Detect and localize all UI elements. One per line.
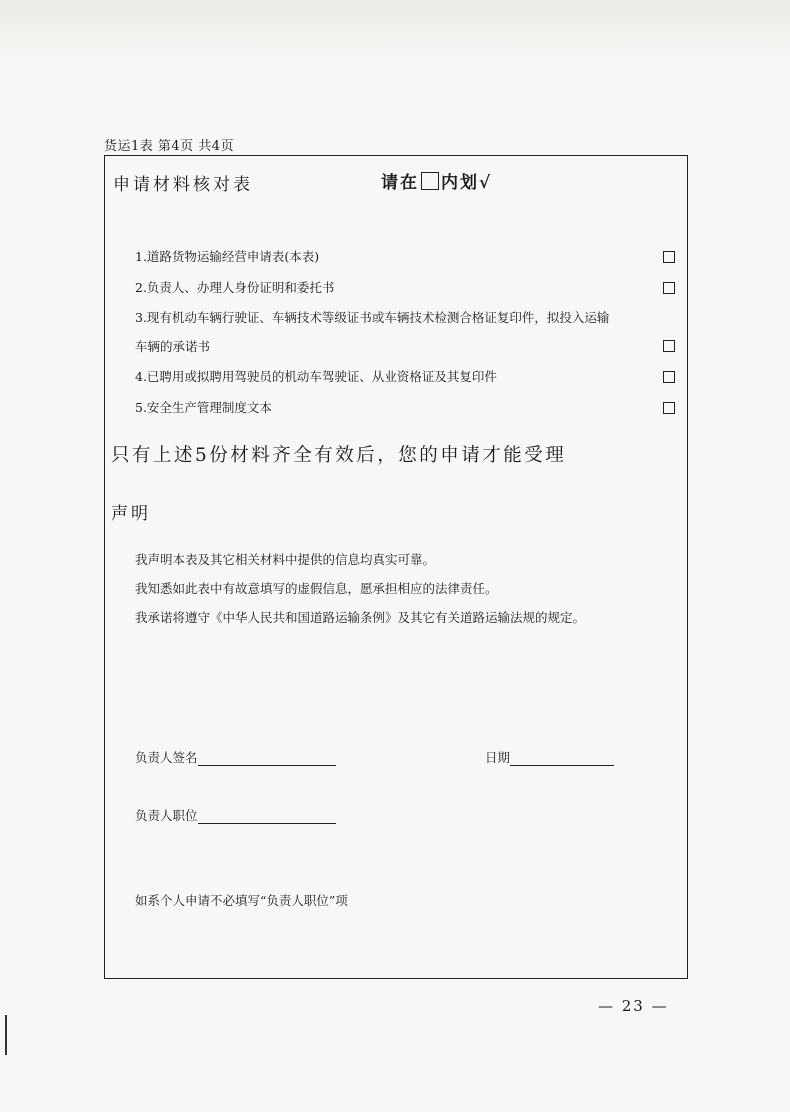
- scan-shadow: [0, 0, 790, 58]
- position-label: 负责人职位: [135, 808, 198, 823]
- form-title: 申请材料核对表: [113, 175, 253, 195]
- list-item: [135, 303, 675, 361]
- declaration-line: 我声明本表及其它相关材料中提供的信息均真实可靠。: [135, 552, 436, 567]
- signature-label: 负责人签名: [135, 750, 198, 765]
- signature-field: [135, 748, 336, 766]
- list-item: [135, 272, 675, 303]
- check-instruction: 请在 内划√: [381, 173, 493, 193]
- form-page-label: 货运1表 第4页 共4页: [104, 139, 235, 154]
- checklist-item-label-cont: 车辆的承诺书: [135, 339, 211, 354]
- position-field: [135, 806, 336, 824]
- completeness-notice: 只有上述5份材料齐全有效后，您的申请才能受理: [111, 445, 567, 466]
- checklist-item-label: 1.道路货物运输经营申请表(本表): [135, 249, 320, 264]
- checklist-checkbox[interactable]: [663, 282, 675, 294]
- declaration-text: [135, 545, 585, 632]
- checklist-form: [104, 155, 688, 979]
- list-item: [135, 361, 675, 392]
- date-label: 日期: [485, 750, 511, 765]
- checklist-item-label: 4.已聘用或拟聘用驾驶员的机动车驾驶证、从业资格证及其复印件: [135, 369, 497, 384]
- list-item: [135, 241, 675, 272]
- date-field: [485, 748, 614, 766]
- checkbox-sample-icon: [421, 172, 439, 190]
- date-input[interactable]: [510, 751, 614, 766]
- list-item: [135, 392, 675, 423]
- footnote: 如系个人申请不必填写“负责人职位”项: [135, 893, 348, 908]
- declaration-line: 我承诺将遵守《中华人民共和国道路运输条例》及其它有关道路运输法规的规定。: [135, 610, 586, 625]
- checklist-checkbox[interactable]: [663, 371, 675, 383]
- checklist-item-label: 3.现有机动车辆行驶证、车辆技术等级证书或车辆技术检测合格证复印件，拟投入运输: [135, 310, 610, 325]
- checklist-checkbox[interactable]: [663, 402, 675, 414]
- position-input[interactable]: [198, 809, 336, 824]
- checklist-checkbox[interactable]: [663, 340, 675, 352]
- checklist-item-label: 2.负责人、办理人身份证明和委托书: [135, 280, 335, 295]
- declaration-title: 声明: [111, 504, 151, 524]
- declaration-line: 我知悉如此表中有故意填写的虚假信息，愿承担相应的法律责任。: [135, 581, 498, 596]
- scan-edge-mark: [5, 1015, 7, 1055]
- page-number: — 23 —: [598, 997, 669, 1015]
- checklist-item-label: 5.安全生产管理制度文本: [135, 400, 272, 415]
- checklist-checkbox[interactable]: [663, 251, 675, 263]
- materials-checklist: [135, 241, 675, 423]
- signature-input[interactable]: [198, 751, 336, 766]
